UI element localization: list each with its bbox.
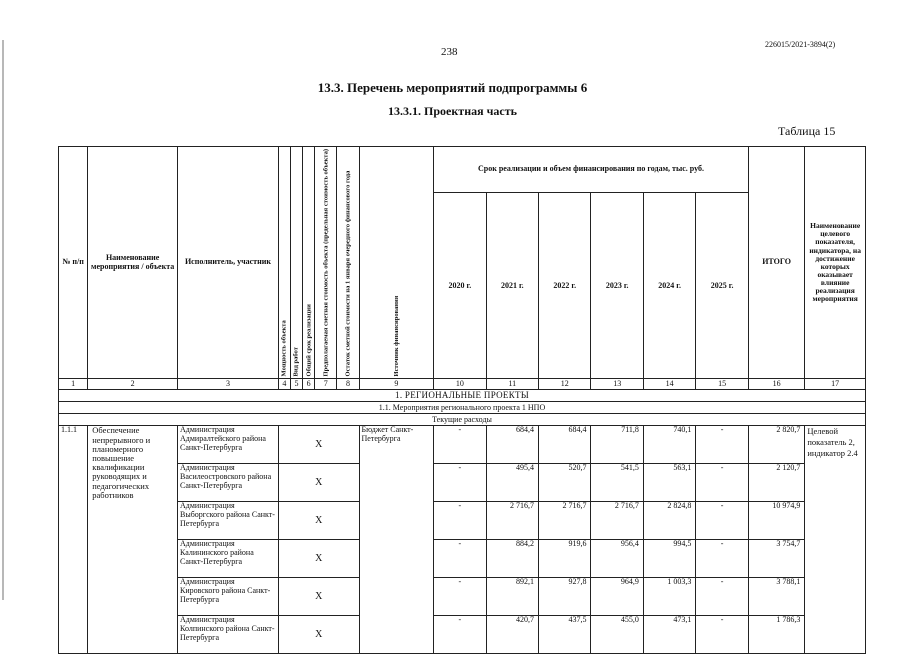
column-number: 10 xyxy=(434,379,486,390)
value-cell: 420,7 xyxy=(486,616,538,654)
value-cell: 884,2 xyxy=(486,540,538,578)
col-header-work-type: Вид работ xyxy=(290,147,302,379)
col-header-funding-source: Источник финансирования xyxy=(359,147,434,379)
table-row xyxy=(59,578,866,616)
col-header-capacity: Мощность объекта xyxy=(278,147,290,379)
total-cell: 10 974,9 xyxy=(748,502,804,540)
table-row xyxy=(59,502,866,540)
value-cell: - xyxy=(696,578,748,616)
column-number: 9 xyxy=(359,379,434,390)
table-label: Таблица 15 xyxy=(778,124,836,138)
value-cell: 1 003,3 xyxy=(643,578,695,616)
column-number: 12 xyxy=(539,379,591,390)
page-number: 238 xyxy=(441,46,458,58)
value-cell: - xyxy=(434,616,486,654)
value-cell: 927,8 xyxy=(539,578,591,616)
document-id: 226015/2021-3894(2) xyxy=(765,40,836,49)
value-cell: - xyxy=(434,540,486,578)
column-number: 7 xyxy=(315,379,337,390)
column-number: 2 xyxy=(88,379,178,390)
col-header-year: 2023 г. xyxy=(591,193,643,379)
value-cell: - xyxy=(434,464,486,502)
value-cell: - xyxy=(434,502,486,540)
total-cell: 2 120,7 xyxy=(748,464,804,502)
value-cell: 563,1 xyxy=(643,464,695,502)
table-row xyxy=(59,464,866,502)
mark-cell: X xyxy=(278,502,359,540)
col-header-no: № п/п xyxy=(59,147,88,379)
column-number: 16 xyxy=(748,379,804,390)
value-cell: 740,1 xyxy=(643,426,695,464)
column-number: 17 xyxy=(805,379,866,390)
value-cell: - xyxy=(434,426,486,464)
value-cell: - xyxy=(696,502,748,540)
value-cell: 994,5 xyxy=(643,540,695,578)
column-number: 6 xyxy=(303,379,315,390)
value-cell: - xyxy=(434,578,486,616)
col-header-year: 2022 г. xyxy=(539,193,591,379)
value-cell: 437,5 xyxy=(539,616,591,654)
table-row xyxy=(59,426,866,464)
value-cell: 684,4 xyxy=(539,426,591,464)
col-header-year: 2020 г. xyxy=(434,193,486,379)
column-number: 14 xyxy=(643,379,695,390)
section-title: 1. РЕГИОНАЛЬНЫЕ ПРОЕКТЫ xyxy=(59,390,866,402)
mark-cell: X xyxy=(278,464,359,502)
total-cell: 3 788,1 xyxy=(748,578,804,616)
column-number: 15 xyxy=(696,379,748,390)
value-cell: 2 716,7 xyxy=(539,502,591,540)
value-cell: 956,4 xyxy=(591,540,643,578)
item-number: 1.1.1 xyxy=(59,426,88,654)
executor-cell: Администрация Выборгского района Санкт-Петербурга xyxy=(178,502,279,540)
value-cell: 2 716,7 xyxy=(486,502,538,540)
executor-cell: Администрация Адмиралтейского района Санкт-Петербурга xyxy=(178,426,279,464)
value-cell: 473,1 xyxy=(643,616,695,654)
section-heading: 13.3. Перечень мероприятий подпрограммы 6 xyxy=(317,80,588,95)
col-header-balance: Остаток сметной стоимости на 1 января очередного финансового года xyxy=(337,147,359,379)
executor-cell: Администрация Кировского района Санкт-Петербурга xyxy=(178,578,279,616)
column-number: 5 xyxy=(290,379,302,390)
value-cell: - xyxy=(696,426,748,464)
value-cell: 919,6 xyxy=(539,540,591,578)
column-number: 13 xyxy=(591,379,643,390)
col-header-financing-group: Срок реализации и объем финансирования по годам, тыс. руб. xyxy=(434,147,749,193)
value-cell: 2 824,8 xyxy=(643,502,695,540)
column-number: 1 xyxy=(59,379,88,390)
column-number: 11 xyxy=(486,379,538,390)
value-cell: 495,4 xyxy=(486,464,538,502)
col-header-total-term: Общий срок реализации xyxy=(303,147,315,379)
activities-table xyxy=(58,146,866,654)
col-header-year: 2021 г. xyxy=(486,193,538,379)
col-header-year: 2024 г. xyxy=(643,193,695,379)
indicator-cell: Целевой показатель 2, индикатор 2.4 xyxy=(805,426,866,654)
value-cell: 684,4 xyxy=(486,426,538,464)
total-cell: 3 754,7 xyxy=(748,540,804,578)
expenses-title: Текущие расходы xyxy=(59,414,866,426)
executor-cell: Администрация Калининского района Санкт-Петербурга xyxy=(178,540,279,578)
column-number: 8 xyxy=(337,379,359,390)
value-cell: 455,0 xyxy=(591,616,643,654)
mark-cell: X xyxy=(278,616,359,654)
value-cell: 541,5 xyxy=(591,464,643,502)
value-cell: 964,9 xyxy=(591,578,643,616)
col-header-estimated-cost: Предполагаемая сметная стоимость объекта (предельная стоимость объекта) xyxy=(315,147,337,379)
value-cell: - xyxy=(696,540,748,578)
executor-cell: Администрация Василеостровского района Санкт-Петербурга xyxy=(178,464,279,502)
executor-cell: Администрация Колпинского района Санкт-Петербурга xyxy=(178,616,279,654)
col-header-year: 2025 г. xyxy=(696,193,748,379)
value-cell: - xyxy=(696,616,748,654)
funding-source-cell: Бюджет Санкт-Петербурга xyxy=(359,426,434,654)
total-cell: 2 820,7 xyxy=(748,426,804,464)
page-edge-shadow xyxy=(2,40,4,600)
col-header-total: ИТОГО xyxy=(748,147,804,379)
col-header-indicator: Наименование целевого показателя, индикатора, на достижение которых оказывает влияние реализация мероприятия xyxy=(805,147,866,379)
column-number: 3 xyxy=(178,379,279,390)
mark-cell: X xyxy=(278,426,359,464)
col-header-executor: Исполнитель, участник xyxy=(178,147,279,379)
value-cell: 2 716,7 xyxy=(591,502,643,540)
subsection-title: 1.1. Мероприятия регионального проекта 1 НПО xyxy=(59,402,866,414)
value-cell: 520,7 xyxy=(539,464,591,502)
col-header-name: Наименование мероприятия / объекта xyxy=(88,147,178,379)
table-row xyxy=(59,616,866,654)
column-number: 4 xyxy=(278,379,290,390)
mark-cell: X xyxy=(278,540,359,578)
item-name: Обеспечение непрерывного и планомерного повышение квалификации руководящих и педагогических работников xyxy=(88,426,178,654)
total-cell: 1 786,3 xyxy=(748,616,804,654)
value-cell: 892,1 xyxy=(486,578,538,616)
table-row xyxy=(59,540,866,578)
value-cell: 711,8 xyxy=(591,426,643,464)
value-cell: - xyxy=(696,464,748,502)
subsection-heading: 13.3.1. Проектная часть xyxy=(388,104,517,118)
mark-cell: X xyxy=(278,578,359,616)
